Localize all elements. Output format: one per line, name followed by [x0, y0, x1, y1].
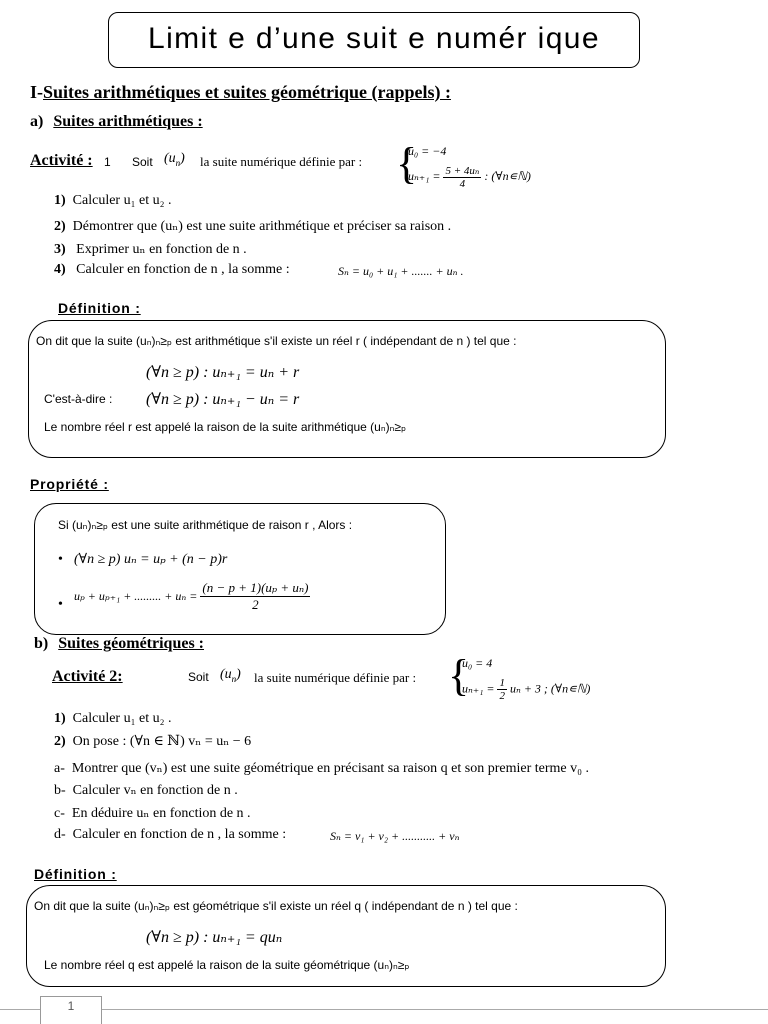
property-label: Propriété :	[30, 476, 109, 492]
page-separator	[0, 1009, 768, 1010]
question-3	[54, 241, 247, 258]
act2-rec-left: uₙ₊₁ =	[462, 681, 495, 696]
act2-fraction	[497, 677, 507, 702]
act1-numerator: 5 + 4uₙ	[445, 165, 480, 177]
act2-item-b	[54, 782, 238, 799]
act2-rec-right: uₙ + 3 ; (∀n∊ℕ)	[509, 681, 591, 696]
property-denominator: 2	[252, 597, 259, 612]
question-4	[54, 262, 290, 278]
activity-1-desc: la suite numérique définie par :	[200, 154, 363, 169]
system-brace-2: {	[448, 651, 470, 700]
sum-formula-2: Sₙ = v₁ + v₂ + ........... + vₙ	[330, 829, 460, 843]
question-text: Calculer u₁ et u₂ .	[72, 193, 172, 208]
definition-2-label: Définition :	[34, 866, 117, 882]
question-1	[54, 193, 171, 209]
activity-2-label: Activité 2:	[52, 668, 123, 685]
section-prefix: I-	[30, 82, 43, 102]
question-2	[54, 218, 451, 235]
property-numerator: (n − p + 1)(uₚ + uₙ)	[202, 580, 309, 595]
page-title: Limit e d’une suit e numér ique	[148, 22, 600, 55]
item-text: Calculer en fonction de n , la somme :	[72, 827, 287, 842]
item-text: En déduire uₙ en fonction de n .	[71, 806, 251, 821]
question-text: Calculer en fonction de n , la somme :	[76, 262, 290, 277]
question-number: 2)	[54, 219, 66, 234]
activity-2-desc: la suite numérique définie par :	[254, 670, 417, 685]
property-sum-left: uₚ + uₚ₊₁ + ......... + uₙ =	[74, 589, 198, 603]
item-marker: a-	[54, 761, 65, 776]
act1-denominator: 4	[459, 178, 466, 190]
item-marker: c-	[54, 806, 65, 821]
sequence-un: $(u_n)$	[164, 151, 185, 168]
definition-equation-1: (∀n ≥ p) : uₙ₊₁ = uₙ + r	[146, 364, 300, 381]
question-number: 2)	[54, 734, 66, 749]
property-fraction	[200, 580, 310, 613]
question-text: On pose : (∀n ∈ ℕ) vₙ = uₙ − 6	[72, 734, 252, 749]
definition-line-3: Le nombre réel r est appelé la raison de la suite arithmétique (uₙ)ₙ≥ₚ	[44, 420, 407, 434]
subsection-a-prefix: a)	[30, 113, 44, 130]
act1-u0: u₀ = −4	[408, 144, 447, 158]
property-formula-1: (∀n ≥ p) uₙ = uₚ + (n − p)r	[74, 552, 228, 567]
activity-1-soit: Soit	[132, 155, 153, 169]
item-text: Montrer que (vₙ) est une suite géométrique en précisant sa raison q et son premier terme v₀ .	[71, 761, 589, 776]
subsection-b	[34, 635, 204, 653]
definition-2-line-1: On dit que la suite (uₙ)ₙ≥ₚ est géométrique s'il existe un réel q ( indépendant de n ) tel que :	[34, 899, 518, 913]
definition-equation-2: (∀n ≥ p) : uₙ₊₁ − uₙ = r	[146, 391, 300, 408]
property-line-1: Si (uₙ)ₙ≥ₚ est une suite arithmétique de raison r , Alors :	[58, 518, 353, 532]
act2-numerator: 1	[499, 677, 505, 689]
definition-2-line-2: Le nombre réel q est appelé la raison de la suite géométrique (uₙ)ₙ≥ₚ	[44, 958, 410, 972]
item-text: Calculer vₙ en fonction de n .	[72, 783, 238, 798]
section-heading	[30, 82, 451, 103]
question-number: 1)	[54, 711, 66, 726]
system-brace: {	[396, 139, 418, 188]
sequence-un-2: $(u_n)$	[220, 667, 241, 684]
sum-formula: Sₙ = u₀ + u₁ + ....... + uₙ .	[338, 264, 464, 278]
act2-question-2	[54, 733, 251, 750]
definition-2-equation: (∀n ≥ p) : uₙ₊₁ = quₙ	[146, 929, 283, 946]
page-number: 1	[67, 999, 75, 1013]
bullet-2: •	[58, 597, 63, 612]
question-number: 3)	[54, 242, 66, 257]
act1-recurrence	[408, 164, 531, 190]
item-marker: d-	[54, 827, 66, 842]
subsection-a-title: Suites arithmétiques :	[53, 113, 203, 130]
subsection-b-title: Suites géométriques :	[58, 635, 204, 652]
activity-2-soit: Soit	[188, 670, 209, 684]
act2-u0: u₀ = 4	[462, 656, 493, 670]
activity-1-number: 1	[104, 155, 111, 169]
definition-line-1: On dit que la suite (uₙ)ₙ≥ₚ est arithmétique s'il existe un réel r ( indépendant de n ) tel que :	[36, 334, 517, 348]
definition-label: Définition :	[58, 300, 141, 316]
question-text: Exprimer uₙ en fonction de n .	[76, 242, 247, 257]
act1-fraction	[443, 164, 481, 190]
section-title: Suites arithmétiques et suites géométrique (rappels) :	[43, 82, 451, 102]
bullet-1: •	[58, 552, 63, 567]
act1-rec-left: uₙ₊₁ =	[408, 168, 441, 183]
act2-recurrence	[462, 677, 590, 702]
question-number: 4)	[54, 262, 66, 277]
act2-question-1	[54, 711, 171, 727]
act2-denominator: 2	[499, 690, 505, 702]
question-number: 1)	[54, 193, 66, 208]
act2-item-c	[54, 805, 251, 822]
act1-rec-right: : (∀n∊ℕ)	[484, 168, 531, 183]
activity-1-label: Activité :	[30, 152, 93, 169]
property-formula-2	[74, 580, 310, 613]
act2-item-a	[54, 760, 589, 777]
definition-cad: C'est-à-dire :	[44, 392, 113, 406]
item-marker: b-	[54, 783, 66, 798]
subsection-b-prefix: b)	[34, 635, 49, 652]
act2-item-d	[54, 827, 286, 843]
subsection-a	[30, 113, 203, 131]
question-text: Calculer u₁ et u₂ .	[72, 711, 172, 726]
question-text: Démontrer que (uₙ) est une suite arithmétique et préciser sa raison .	[72, 219, 452, 234]
